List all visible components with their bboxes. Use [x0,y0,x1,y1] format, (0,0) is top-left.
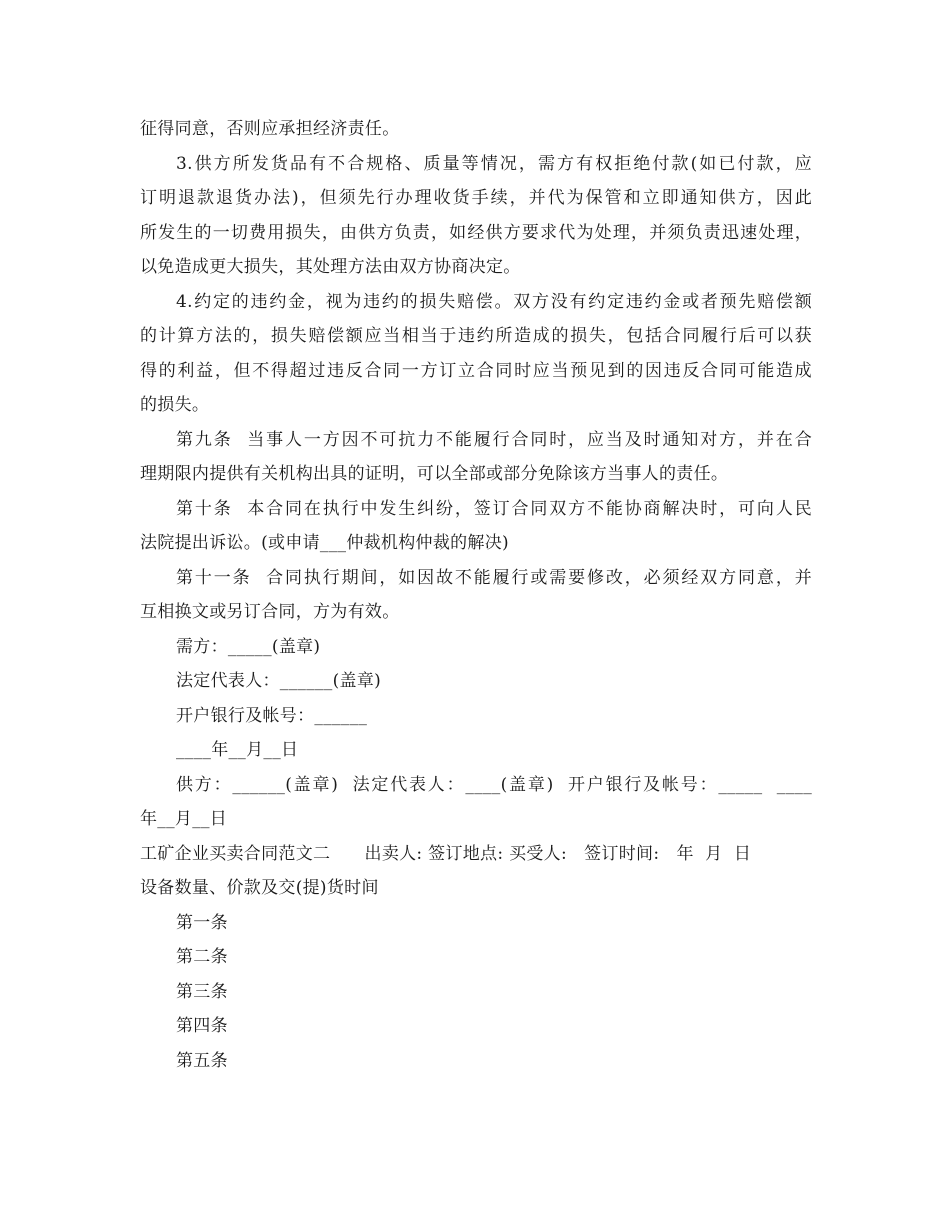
text-line: 4.约定的违约金，视为违约的损失赔偿。双方没有约定违约金或者预先赔偿额 [176,291,812,312]
text-line: 的计算方法的，损失赔偿额应当相当于违约所造成的损失，包括合同履行后可以获 [140,326,812,346]
text-line: 3.供方所发货品有不合规格、质量等情况，需方有权拒绝付款(如已付款，应 [176,153,812,174]
text-line: 互相换文或另订合同，方为有效。 [140,602,400,622]
article-3: 第三条 [176,981,228,1002]
section-heading: 工矿企业买卖合同范文二 出卖人: 签订地点: 买受人: 签订时间: 年 月 日 [140,843,752,864]
text-line: 理期限内提供有关机构出具的证明，可以全部或部分免除该方当事人的责任。 [140,464,729,484]
article-2: 第二条 [176,947,228,967]
subheading: 设备数量、价款及交(提)货时间 [140,878,379,898]
text-line: 所发生的一切费用损失，由供方负责，如经供方要求代为处理，并须负责迅速处理， [140,222,812,243]
text-line: 得的利益，但不得超过违反合同一方订立合同时应当预见到的因违反合同可能造成 [140,360,812,381]
clause-11-line: 第十一条 合同执行期间，如因故不能履行或需要修改，必须经双方同意，并 [176,567,812,588]
article-4: 第四条 [176,1016,228,1036]
supplier-signature-line: 供方：______(盖章) 法定代表人：____(盖章) 开户银行及帐号：_____ ____ [176,774,812,795]
text-line: 的损失。 [140,395,210,415]
date-line: 年__月__日 [140,809,228,829]
document-page [140,112,812,1078]
article-5: 第五条 [176,1050,228,1071]
text-line: 订明退款退货办法)，但须先行办理收货手续，并代为保管和立即通知供方，因此 [140,188,812,208]
clause-9-line: 第九条 当事人一方因不可抗力不能履行合同时，应当及时通知对方，并在合 [176,429,812,450]
text-line: 征得同意，否则应承担经济责任。 [140,119,400,139]
article-1: 第一条 [176,912,228,933]
buyer-signature-line: 需方：_____(盖章) [176,636,321,657]
date-line: ____年__月__日 [176,740,299,760]
text-line: 法院提出诉讼。(或申请___仲裁机构仲裁的解决) [140,533,509,553]
clause-10-line: 第十条 本合同在执行中发生纠纷，签订合同双方不能协商解决时，可向人民 [176,498,812,519]
legal-rep-line: 法定代表人：______(盖章) [176,671,382,691]
bank-account-line: 开户银行及帐号：______ [176,705,368,726]
text-line: 以免造成更大损失，其处理方法由双方协商决定。 [140,257,521,277]
